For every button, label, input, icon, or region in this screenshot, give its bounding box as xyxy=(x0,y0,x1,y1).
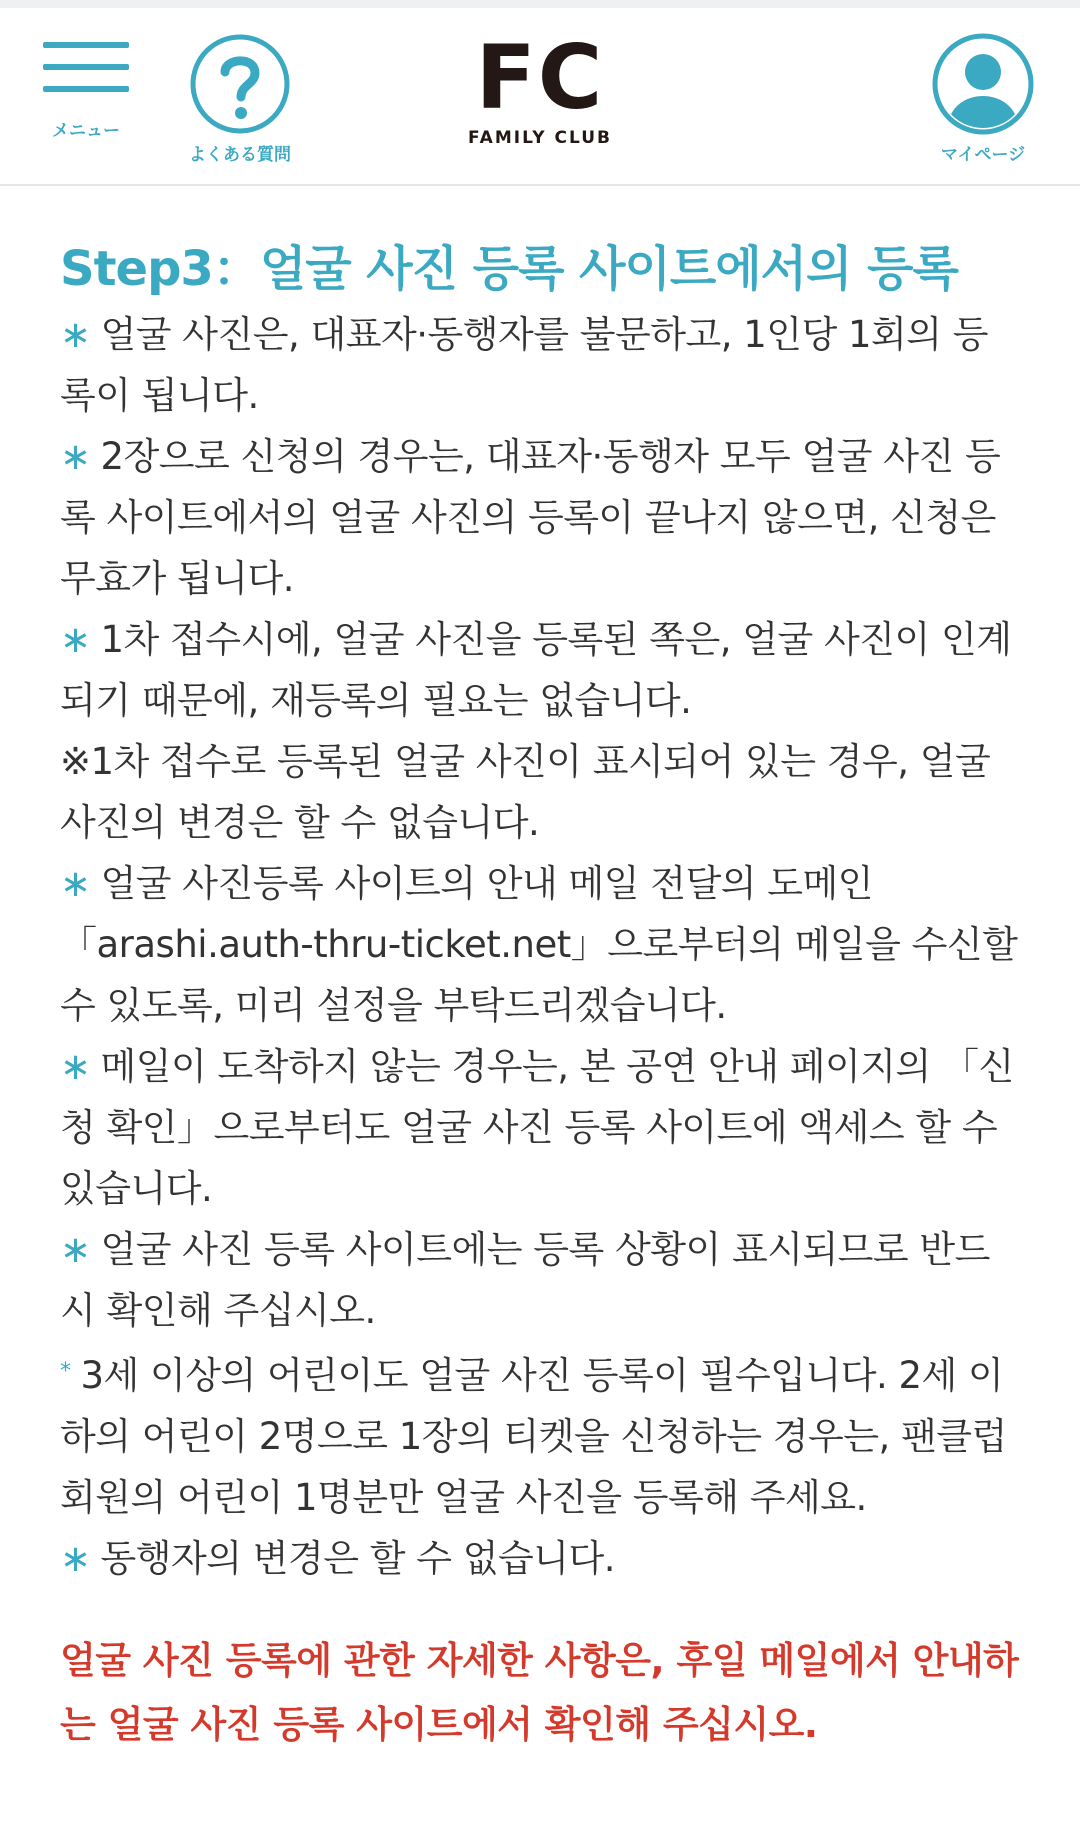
note-text: 얼굴 사진은, 대표자·동행자를 불문하고, 1인당 1회의 등록이 됩니다. xyxy=(60,313,989,417)
note-item xyxy=(60,1219,1020,1341)
asterisk-icon: ∗ xyxy=(60,1045,91,1088)
faq-label: よくある質問 xyxy=(189,145,291,165)
asterisk-icon: ∗ xyxy=(60,618,91,661)
note-item xyxy=(60,853,1020,1036)
main-content xyxy=(0,186,1080,1757)
notes-list xyxy=(60,304,1020,1589)
note-text: 1차 접수시에, 얼굴 사진을 등록된 쪽은, 얼굴 사진이 인계되기 때문에, 재등록의 필요는 없습니다. xyxy=(60,618,1012,722)
note-item xyxy=(60,1341,1020,1528)
note-text: 메일이 도착하지 않는 경우는, 본 공연 안내 페이지의 「신청 확인」으로부터도 얼굴 사진 등록 사이트에 액세스 할 수 있습니다. xyxy=(60,1045,1014,1210)
user-icon xyxy=(931,32,1035,136)
asterisk-icon: * xyxy=(60,1359,71,1384)
note-item xyxy=(60,609,1020,731)
asterisk-icon: ∗ xyxy=(60,1228,91,1271)
note-text: 얼굴 사진등록 사이트의 안내 메일 전달의 도메인 「arashi.auth-thru-ticket.net」으로부터의 메일을 수신할 수 있도록, 미리 설정을 부탁드리겠습니다. xyxy=(60,862,1018,1027)
note-text: ※1차 접수로 등록된 얼굴 사진이 표시되어 있는 경우, 얼굴 사진의 변경은 할 수 없습니다. xyxy=(60,740,991,844)
note-text: 얼굴 사진 등록 사이트에는 등록 상황이 표시되므로 반드시 확인해 주십시오. xyxy=(60,1228,990,1332)
question-icon xyxy=(188,32,292,136)
asterisk-icon: ∗ xyxy=(60,862,91,905)
note-text: 2장으로 신청의 경우는, 대표자·동행자 모두 얼굴 사진 등록 사이트에서의 얼굴 사진의 등록이 끝나지 않으면, 신청은 무효가 됩니다. xyxy=(60,435,1001,600)
note-text: 3세 이상의 어린이도 얼굴 사진 등록이 필수입니다. 2세 이하의 어린이 2명으로 1장의 티켓을 신청하는 경우는, 팬클럽 회원의 어린이 1명분만 얼굴 사진을 등록해 주세요. xyxy=(60,1354,1007,1519)
hamburger-icon xyxy=(41,32,131,104)
mypage-label: マイページ xyxy=(940,145,1026,165)
note-item xyxy=(60,1528,1020,1589)
mypage-button[interactable] xyxy=(918,32,1048,165)
menu-button[interactable] xyxy=(36,32,136,141)
note-item xyxy=(60,731,1020,853)
note-text: 동행자의 변경은 할 수 없습니다. xyxy=(100,1537,615,1580)
note-item xyxy=(60,304,1020,426)
top-status-strip xyxy=(0,0,1080,8)
menu-label: メニュー xyxy=(52,121,120,141)
note-item xyxy=(60,1036,1020,1219)
page-title: Step3：얼굴 사진 등록 사이트에서의 등록 xyxy=(60,241,958,297)
site-header xyxy=(0,8,1080,186)
note-item xyxy=(60,426,1020,609)
asterisk-icon: ∗ xyxy=(60,435,91,478)
asterisk-icon: ∗ xyxy=(60,1537,91,1580)
warning-notice: 얼굴 사진 등록에 관한 자세한 사항은, 후일 메일에서 안내하는 얼굴 사진 등록 사이트에서 확인해 주십시오. xyxy=(60,1639,1019,1746)
asterisk-icon: ∗ xyxy=(60,313,91,356)
logo-subtitle: FAMILY CLUB xyxy=(468,128,612,148)
logo-mark: FC xyxy=(475,26,605,129)
faq-button[interactable] xyxy=(170,32,310,165)
family-club-logo[interactable] xyxy=(450,26,630,148)
